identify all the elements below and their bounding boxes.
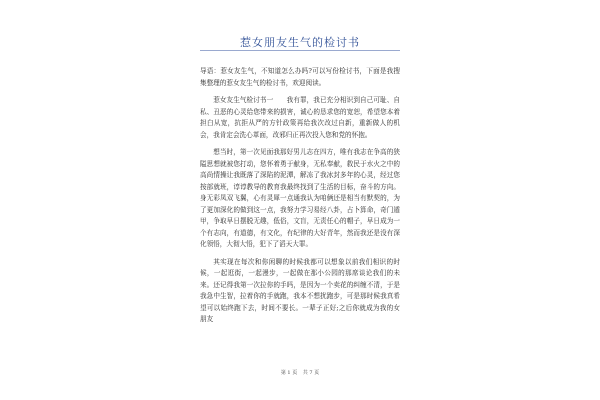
page-total: 共 7 页: [302, 370, 320, 376]
intro-paragraph: 导语：惹女友生气，不知道怎么办吗?可以写份检讨书，下面是我搜集整理的惹女友生气的检讨书，欢迎阅读。: [200, 67, 400, 87]
body-paragraph: 想当时，第一次见面我那好男儿志在四方，唯有我志在争高的狭隘思想就被您打动，您怀着勇于献身，无私奉献，救民于水火之中的高尚情操让我既落了深陷的泥潭，解冻了我冰封多年的心灵，经过您按部就班，谆谆教导的教育我最终找到了生活的目标，奋斗的方向。身无彩凤双飞翼，心有灵犀一点通我认为咱俩还是相当有默契的，为了更加深化的做到这一点，我努力学习易经八卦，占卜算命，奇门遁甲，争取早日摆脱无趣，低俗，文盲，无责任心的帽子，早日成为一个有志向，有道德，有文化，有纪律的大好青年，然而我还是没有深化领悟，大彻大悟，犯下了滔天大罪。: [200, 148, 400, 248]
page-number: 第 1 页: [280, 370, 298, 376]
body-paragraph: 其实现在每次和你闲聊的时候我都可以想象以前我们相识的时候，一起逛街，一起漫步，一起做在那小公园的那席谈论我们的未来。还记得我第一次拉你的手吗，是因为一个卖花的纠缠不清，于是我急中生智，拉着你的手就跑，我本不想扰跑步，可是那时候我真希望可以始终跑下去，时间不要长。一辈子正好;之后你就成为我的女朋友: [200, 257, 400, 323]
title-divider: [200, 50, 400, 51]
body-paragraph: 惹女友生气检讨书一 我有罪，我已充分相识到自己可耻、自私、丑恶的心灵给您带来的损害，诚心的恳求您的宽恕，希望您本着担白从宽，抗拒从严的方针政策再给我次改过自新，重新做人的机会，我肯定会洗心革面，改邪归正再次投入您和党的怀抱。: [200, 96, 400, 139]
document-body: [200, 66, 400, 368]
document-title: 惹女朋友生气的检讨书: [240, 36, 360, 49]
page-footer: [0, 369, 600, 376]
